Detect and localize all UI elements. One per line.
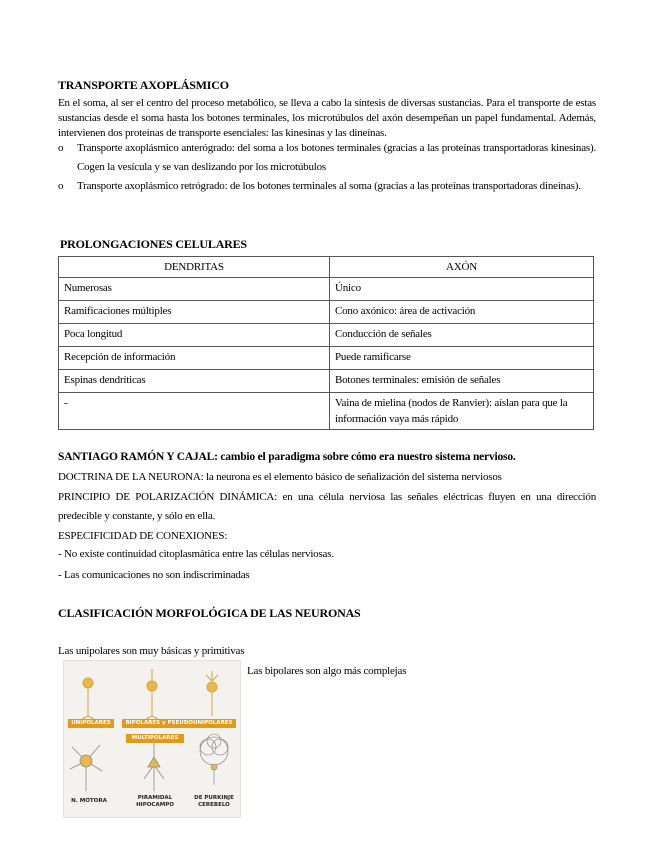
cajal-heading: SANTIAGO RAMÓN Y CAJAL: cambio el paradigma sobre cómo era nuestro sistema nervioso. xyxy=(58,451,516,463)
pyramidal-label: PIRAMIDAL xyxy=(137,795,173,801)
column-header-axon: AXÓN xyxy=(330,257,594,278)
list-item xyxy=(58,139,596,177)
principle-text: PRINCIPIO DE POLARIZACIÓN DINÁMICA: en una célula nerviosa las señales eléctricas fluyen en una dirección predecible y constante, y sólo en ella. xyxy=(58,491,596,522)
table-cell: Recepción de información xyxy=(59,347,330,370)
table-row xyxy=(59,324,594,347)
pseudounipolar-neuron-image xyxy=(206,671,218,716)
table-header-row xyxy=(59,257,594,278)
unipolar-text: Las unipolares son muy básicas y primitivas xyxy=(58,645,245,657)
table-cell: Numerosas xyxy=(59,278,330,301)
motor-neuron-image xyxy=(70,745,102,791)
unipolar-label: UNIPOLARES xyxy=(68,719,114,728)
table-cell: Espinas dendríticas xyxy=(59,370,330,393)
cerebellum-label: CEREBELO xyxy=(198,802,230,808)
table-cell: Botones terminales: emisión de señales xyxy=(330,370,594,393)
doctrine-text: DOCTRINA DE LA NEURONA: la neurona es el elemento básico de señalización del sistema nerviosos xyxy=(58,471,502,483)
transport-paragraph: En el soma, al ser el centro del proceso metabólico, se lleva a cabo la síntesis de diversas sustancias. Para el transporte de estas sustancias desde el soma hasta los botones terminales, los microtúbulos del axón desempeñan un papel fundamental. Además, intervienen dos proteínas de transporte esenciales: las kinesinas y las dineínas. xyxy=(58,97,596,139)
specificity-heading: ESPECIFICIDAD DE CONEXIONES: xyxy=(58,530,228,542)
table-row xyxy=(59,278,594,301)
bipolar-text: Las bipolares son algo más complejas xyxy=(247,665,407,677)
neuron-types-figure xyxy=(63,660,241,818)
table-cell: Vaina de mielina (nodos de Ranvier): aíslan para que la información vaya más rápido xyxy=(330,393,594,430)
table-row xyxy=(59,347,594,370)
table-cell: Único xyxy=(330,278,594,301)
prolongations-heading: PROLONGACIONES CELULARES xyxy=(60,237,247,251)
column-header-dendrites: DENDRITAS xyxy=(59,257,330,278)
table-cell: Conducción de señales xyxy=(330,324,594,347)
bipolar-label: BIPOLARES y PSEUDOUNIPOLARES xyxy=(122,719,236,728)
table-row xyxy=(59,393,594,430)
table-row xyxy=(59,370,594,393)
purkinje-neuron-image xyxy=(200,734,228,785)
hippocampus-label: HIPOCAMPO xyxy=(136,802,174,808)
multipolar-label: MULTIPOLARES xyxy=(126,734,184,743)
bipolar-neuron-image xyxy=(146,669,158,719)
specificity-item: - Las comunicaciones no son indiscriminadas xyxy=(58,569,250,581)
purkinje-label: DE PURKINJE xyxy=(194,795,234,801)
table-cell: - xyxy=(59,393,330,430)
bullet-text: Transporte axoplásmico retrógrado: de los botones terminales al soma (gracias a las proteínas transportadoras dineínas). xyxy=(77,180,581,192)
transport-heading: TRANSPORTE AXOPLÁSMICO xyxy=(58,78,229,92)
list-item xyxy=(58,177,596,196)
specificity-item: - No existe continuidad citoplasmática entre las células nerviosas. xyxy=(58,548,334,560)
bullet-marker: o xyxy=(58,142,64,154)
classification-heading: CLASIFICACIÓN MORFOLÓGICA DE LAS NEURONAS xyxy=(58,606,361,620)
transport-bullet-list xyxy=(58,139,596,196)
motor-neuron-label: N. MOTORA xyxy=(71,798,107,804)
pyramidal-neuron-image xyxy=(144,737,164,791)
table-cell: Poca longitud xyxy=(59,324,330,347)
table-cell: Puede ramificarse xyxy=(330,347,594,370)
table-row xyxy=(59,301,594,324)
unipolar-neuron-image xyxy=(82,678,94,719)
table-cell: Cono axónico: área de activación xyxy=(330,301,594,324)
bullet-text: Transporte axoplásmico anterógrado: del soma a los botones terminales (gracias a las proteínas transportadoras kinesinas). Cogen la vesícula y se van deslizando por los microtúbulos xyxy=(77,142,596,173)
table-cell: Ramificaciones múltiples xyxy=(59,301,330,324)
bullet-marker: o xyxy=(58,180,64,192)
prolongations-table xyxy=(58,256,594,430)
